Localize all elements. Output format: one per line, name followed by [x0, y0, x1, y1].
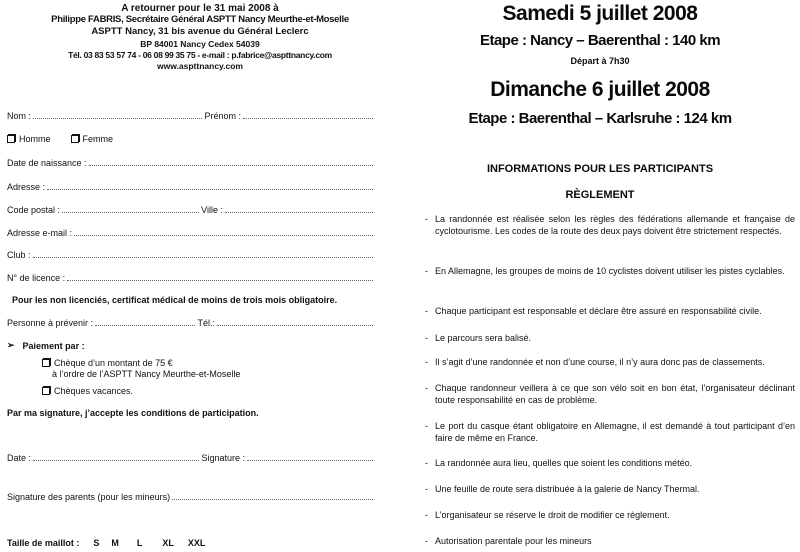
signature-parents-field[interactable] [172, 498, 373, 500]
homme-label: Homme [19, 134, 51, 144]
rule-item [425, 421, 795, 444]
date-signature-row [7, 450, 375, 463]
cheque-checkbox[interactable] [42, 359, 50, 367]
licence-row [7, 270, 375, 283]
club-row [7, 247, 375, 260]
day2-stage: Etape : Baerenthal – Karlsruhe : 124 km [468, 110, 732, 127]
rule-item [425, 333, 795, 345]
taille-m[interactable]: M [111, 538, 119, 548]
contact-row [7, 315, 375, 328]
rule-text: Chaque participant est responsable et déclare être assuré en responsabilité civile. [435, 306, 762, 316]
rule-text: Chaque randonneur veillera à ce que son vélo soit en bon état, l’organisateur déclinant toute responsabilité en cas de problème. [435, 383, 795, 405]
taille-row [7, 535, 375, 548]
rule-item [425, 484, 795, 496]
rule-dash: - [425, 383, 428, 393]
rule-dash: - [425, 458, 428, 468]
cheques-vacances-label: Chèques vacances. [54, 386, 134, 396]
name-row [7, 108, 375, 121]
signature-field[interactable] [247, 459, 373, 461]
day1-depart: Départ à 7h30 [570, 56, 630, 66]
rule-item [425, 458, 795, 470]
certificat-text: Pour les non licenciés, certificat médical de moins de trois mois obligatoire. [12, 295, 338, 305]
femme-option[interactable] [71, 134, 114, 144]
prenom-label: Prénom : [204, 111, 241, 121]
date-field[interactable] [33, 459, 199, 461]
cheques-vacances-option[interactable] [42, 383, 410, 396]
date-naissance-field[interactable] [89, 164, 373, 166]
day1-title: Samedi 5 juillet 2008 [502, 2, 698, 25]
paiement-label: Paiement par : [22, 341, 85, 351]
homme-checkbox[interactable] [7, 135, 15, 143]
femme-label: Femme [82, 134, 114, 144]
rule-item [425, 383, 795, 406]
ville-label: Ville : [201, 205, 223, 215]
tel-field[interactable] [217, 324, 373, 326]
rule-item [425, 357, 795, 369]
address-row [7, 179, 375, 192]
personne-label: Personne à prévenir : [7, 318, 94, 328]
club-label: Club : [7, 250, 31, 260]
day2-title: Dimanche 6 juillet 2008 [490, 78, 710, 101]
nom-label: Nom : [7, 111, 32, 121]
cheques-vacances-checkbox[interactable] [42, 387, 50, 395]
taille-xxl[interactable]: XXL [187, 538, 206, 548]
femme-checkbox[interactable] [71, 135, 79, 143]
rule-dash: - [425, 266, 428, 276]
rule-dash: - [425, 333, 428, 343]
rule-text: Autorisation parentale pour les mineurs [435, 536, 592, 546]
tel-label: Tél.: [197, 318, 215, 328]
email-row [7, 225, 375, 238]
accept-text: Par ma signature, j’accepte les conditions de participation. [7, 408, 259, 418]
rule-text: Le port du casque étant obligatoire en Allemagne, il est demandé à tout participant d’en faire de même en France. [435, 421, 795, 443]
cheque-order: à l’ordre de l’ASPTT Nancy Meurthe-et-Moselle [52, 369, 241, 379]
rule-item [425, 536, 795, 548]
rule-text: La randonnée est réalisée selon les règles des fédérations allemande et française de cyclotourisme. Les codes de la route des deux pays doivent être strictement respectés. [435, 214, 795, 236]
certificat-note [12, 292, 380, 305]
day1-stage: Etape : Nancy – Baerenthal : 140 km [479, 32, 721, 49]
reglement-title: RÈGLEMENT [565, 189, 635, 201]
rule-item [425, 510, 795, 522]
rule-item [425, 214, 795, 237]
section-title: INFORMATIONS POUR LES PARTICIPANTS [486, 163, 714, 175]
homme-option[interactable] [7, 134, 51, 144]
parents-signature-row [7, 489, 375, 502]
rule-text: Le parcours sera balisé. [435, 333, 532, 343]
personne-field[interactable] [95, 324, 195, 326]
cheque-label: Chèque d’un montant de 75 € [54, 358, 173, 368]
taille-l[interactable]: L [136, 538, 143, 548]
signature-label: Signature : [201, 453, 245, 463]
postal-row [7, 202, 375, 215]
recipient-contact: Tél. 03 83 53 57 74 - 06 08 99 35 75 - e-mail : p.fabrice@aspttnancy.com [68, 50, 332, 60]
accept-conditions [7, 405, 375, 418]
rule-dash: - [425, 536, 428, 546]
adresse-label: Adresse : [7, 182, 46, 192]
rule-dash: - [425, 214, 428, 224]
licence-label: N° de licence : [7, 273, 66, 283]
rule-dash: - [425, 510, 428, 520]
recipient-bp: BP 84001 Nancy Cedex 54039 [140, 39, 260, 49]
rule-dash: - [425, 484, 428, 494]
arrow-bullet-icon: ➢ [7, 340, 15, 350]
email-field[interactable] [74, 234, 373, 236]
rule-text: L’organisateur se réserve le droit de modifier ce règlement. [435, 510, 670, 520]
code-postal-label: Code postal : [7, 205, 61, 215]
recipient-name: Philippe FABRIS, Secrétaire Général ASPTT Nancy Meurthe-et-Moselle [51, 14, 349, 25]
gender-row [7, 131, 375, 144]
club-field[interactable] [33, 256, 373, 258]
recipient-website: www.aspttnancy.com [157, 61, 243, 71]
signature-parents-label: Signature des parents (pour les mineurs) [7, 492, 171, 502]
adresse-field[interactable] [47, 188, 373, 190]
taille-label: Taille de maillot : [7, 538, 80, 548]
taille-xl[interactable]: XL [162, 538, 174, 548]
return-deadline: A retourner pour le 31 mai 2008 à [121, 3, 279, 14]
date-naissance-label: Date de naissance : [7, 158, 87, 168]
recipient-address: ASPTT Nancy, 31 bis avenue du Général Leclerc [91, 26, 309, 37]
rule-text: En Allemagne, les groupes de moins de 10 cyclistes doivent utiliser les pistes cyclables. [435, 266, 785, 276]
rule-text: Il s’agit d’une randonnée et non d’une course, il n’y aura donc pas de classements. [435, 357, 765, 367]
ville-field[interactable] [225, 211, 373, 213]
rule-dash: - [425, 306, 428, 316]
taille-s[interactable]: S [93, 538, 100, 548]
rule-dash: - [425, 421, 428, 431]
event-info [400, 0, 800, 552]
paiement-heading [7, 338, 375, 351]
birthdate-row [7, 155, 375, 168]
date-label: Date : [7, 453, 32, 463]
licence-field[interactable] [67, 279, 373, 281]
code-postal-field[interactable] [62, 211, 199, 213]
rule-item [425, 266, 795, 278]
email-label: Adresse e-mail : [7, 228, 73, 238]
cheque-order-row [52, 366, 420, 379]
prenom-field[interactable] [243, 117, 373, 119]
rule-item [425, 306, 795, 318]
rule-text: La randonnée aura lieu, quelles que soient les conditions météo. [435, 458, 693, 468]
rule-text: Une feuille de route sera distribuée à la galerie de Nancy Thermal. [435, 484, 700, 494]
nom-field[interactable] [33, 117, 202, 119]
rule-dash: - [425, 357, 428, 367]
